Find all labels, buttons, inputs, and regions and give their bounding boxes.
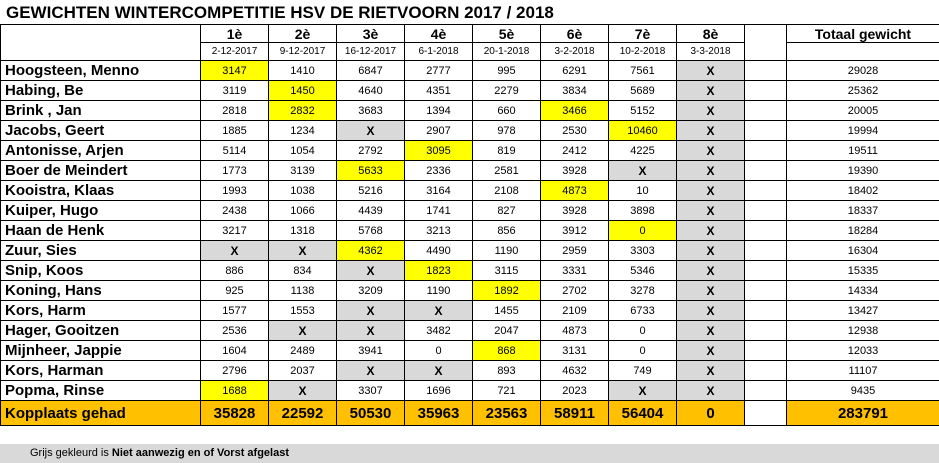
weight-cell: 2336 — [405, 161, 473, 181]
weight-cell: 1054 — [269, 141, 337, 161]
row-total: 19390 — [787, 161, 939, 181]
table-row — [1, 141, 939, 161]
weight-cell: 2047 — [473, 321, 541, 341]
weight-cell: 2818 — [201, 101, 269, 121]
row-total: 15335 — [787, 261, 939, 281]
weight-cell: 5346 — [609, 261, 677, 281]
weight-cell: 6291 — [541, 61, 609, 81]
weight-cell: 10460 — [609, 121, 677, 141]
participant-name: Boer de Meindert — [1, 161, 201, 181]
row-total: 14334 — [787, 281, 939, 301]
gap-cell — [745, 161, 787, 181]
round-label: 3è — [337, 25, 405, 43]
row-total: 18402 — [787, 181, 939, 201]
weight-cell: 5768 — [337, 221, 405, 241]
gap-cell — [745, 221, 787, 241]
weight-cell: 1410 — [269, 61, 337, 81]
weight-cell: X — [677, 361, 745, 381]
gap-cell — [745, 281, 787, 301]
weight-cell: X — [677, 181, 745, 201]
weight-cell: X — [677, 381, 745, 401]
weight-cell: 1688 — [201, 381, 269, 401]
weight-cell: 3115 — [473, 261, 541, 281]
header-gap-cell — [745, 25, 787, 43]
weight-cell: 2023 — [541, 381, 609, 401]
weight-cell: 2702 — [541, 281, 609, 301]
weight-cell: 2279 — [473, 81, 541, 101]
kopplaats-value: 22592 — [269, 401, 337, 426]
sheet-title: GEWICHTEN WINTERCOMPETITIE HSV DE RIETVOORN 2017 / 2018 — [6, 3, 554, 22]
round-label: 6è — [541, 25, 609, 43]
weight-cell: 1234 — [269, 121, 337, 141]
weight-cell: 3131 — [541, 341, 609, 361]
weight-cell: 3095 — [405, 141, 473, 161]
participant-name: Jacobs, Geert — [1, 121, 201, 141]
participant-name: Kooistra, Klaas — [1, 181, 201, 201]
weight-cell: X — [269, 241, 337, 261]
kopplaats-row — [1, 401, 939, 426]
table-row — [1, 181, 939, 201]
weight-cell: 2108 — [473, 181, 541, 201]
weight-cell: 856 — [473, 221, 541, 241]
row-total: 12938 — [787, 321, 939, 341]
weight-cell: X — [609, 161, 677, 181]
gap-cell — [745, 141, 787, 161]
weight-cell: 4490 — [405, 241, 473, 261]
weight-cell: 4439 — [337, 201, 405, 221]
gap-cell — [745, 381, 787, 401]
weight-cell: 4873 — [541, 181, 609, 201]
participant-name: Kors, Harman — [1, 361, 201, 381]
weight-cell: 6847 — [337, 61, 405, 81]
weight-cell: 2536 — [201, 321, 269, 341]
round-date: 20-1-2018 — [473, 43, 541, 61]
total-header: Totaal gewicht — [787, 25, 939, 43]
weight-cell: X — [677, 61, 745, 81]
weight-cell: 1138 — [269, 281, 337, 301]
weight-cell: X — [677, 321, 745, 341]
weight-cell: X — [609, 381, 677, 401]
weight-cell: 3213 — [405, 221, 473, 241]
legend-prefix: Grijs gekleurd is — [30, 447, 109, 459]
weight-cell: 6733 — [609, 301, 677, 321]
participant-name: Brink , Jan — [1, 101, 201, 121]
table-row — [1, 241, 939, 261]
weight-cell: X — [677, 81, 745, 101]
participant-name: Antonisse, Arjen — [1, 141, 201, 161]
round-date: 6-1-2018 — [405, 43, 473, 61]
row-total: 11107 — [787, 361, 939, 381]
weight-cell: X — [405, 301, 473, 321]
weight-cell: 3209 — [337, 281, 405, 301]
weight-cell: 3119 — [201, 81, 269, 101]
participant-name: Mijnheer, Jappie — [1, 341, 201, 361]
gap-cell — [745, 241, 787, 261]
weight-cell: 978 — [473, 121, 541, 141]
weight-cell: 1577 — [201, 301, 269, 321]
weight-cell: 0 — [609, 221, 677, 241]
participant-name: Habing, Be — [1, 81, 201, 101]
round-label: 7è — [609, 25, 677, 43]
weight-cell: 1993 — [201, 181, 269, 201]
weight-cell: X — [677, 281, 745, 301]
weight-cell: 4362 — [337, 241, 405, 261]
header-name-cell — [1, 25, 201, 43]
weight-cell: 1455 — [473, 301, 541, 321]
weight-cell: X — [677, 261, 745, 281]
legend-text — [30, 444, 289, 463]
weight-cell: 1696 — [405, 381, 473, 401]
weight-cell: 5152 — [609, 101, 677, 121]
participant-name: Kuiper, Hugo — [1, 201, 201, 221]
weight-cell: X — [677, 121, 745, 141]
weight-cell: 4640 — [337, 81, 405, 101]
legend — [0, 444, 939, 463]
weight-cell: 3139 — [269, 161, 337, 181]
kopplaats-label: Kopplaats gehad — [1, 401, 201, 426]
weight-cell: 3466 — [541, 101, 609, 121]
weight-cell: 995 — [473, 61, 541, 81]
weight-cell: 1885 — [201, 121, 269, 141]
weight-cell: 1190 — [473, 241, 541, 261]
weight-cell: 3147 — [201, 61, 269, 81]
weight-cell: 2796 — [201, 361, 269, 381]
round-date: 9-12-2017 — [269, 43, 337, 61]
weight-cell: 4873 — [541, 321, 609, 341]
participant-name: Haan de Henk — [1, 221, 201, 241]
weight-cell: X — [677, 201, 745, 221]
weight-cell: 3928 — [541, 201, 609, 221]
header-total-cell — [787, 43, 939, 61]
weight-cell: 3941 — [337, 341, 405, 361]
weight-cell: 0 — [609, 341, 677, 361]
gap-cell — [745, 401, 787, 426]
kopplaats-value: 56404 — [609, 401, 677, 426]
gap-cell — [745, 321, 787, 341]
weight-cell: 1394 — [405, 101, 473, 121]
weight-cell: 3164 — [405, 181, 473, 201]
weight-cell: 0 — [405, 341, 473, 361]
weight-cell: 5216 — [337, 181, 405, 201]
table-row — [1, 261, 939, 281]
weight-cell: X — [201, 241, 269, 261]
weight-cell: X — [677, 301, 745, 321]
gap-cell — [745, 201, 787, 221]
weight-cell: 925 — [201, 281, 269, 301]
participant-name: Hager, Gooitzen — [1, 321, 201, 341]
row-total: 29028 — [787, 61, 939, 81]
grand-total: 283791 — [787, 401, 939, 426]
weight-cell: 3898 — [609, 201, 677, 221]
weight-cell: 1038 — [269, 181, 337, 201]
weight-cell: 749 — [609, 361, 677, 381]
table-row — [1, 221, 939, 241]
weight-cell: 3331 — [541, 261, 609, 281]
weight-cell: 1066 — [269, 201, 337, 221]
table-row — [1, 301, 939, 321]
weight-cell: 1190 — [405, 281, 473, 301]
weight-cell: 5114 — [201, 141, 269, 161]
row-total: 19994 — [787, 121, 939, 141]
row-total: 16304 — [787, 241, 939, 261]
weight-cell: 2489 — [269, 341, 337, 361]
weight-cell: 2530 — [541, 121, 609, 141]
round-label: 4è — [405, 25, 473, 43]
weight-cell: 827 — [473, 201, 541, 221]
kopplaats-value: 35963 — [405, 401, 473, 426]
table-row — [1, 81, 939, 101]
participant-name: Zuur, Sies — [1, 241, 201, 261]
weight-cell: 7561 — [609, 61, 677, 81]
round-label: 5è — [473, 25, 541, 43]
row-total: 18337 — [787, 201, 939, 221]
weight-cell: 2959 — [541, 241, 609, 261]
participant-name: Snip, Koos — [1, 261, 201, 281]
weight-cell: 868 — [473, 341, 541, 361]
table-row — [1, 281, 939, 301]
weight-cell: 660 — [473, 101, 541, 121]
round-date: 3-3-2018 — [677, 43, 745, 61]
weight-cell: 819 — [473, 141, 541, 161]
gap-cell — [745, 261, 787, 281]
gap-cell — [745, 301, 787, 321]
weight-cell: X — [405, 361, 473, 381]
round-label: 2è — [269, 25, 337, 43]
gap-cell — [745, 61, 787, 81]
weight-cell: X — [677, 101, 745, 121]
table-row — [1, 201, 939, 221]
gap-cell — [745, 361, 787, 381]
gap-cell — [745, 181, 787, 201]
kopplaats-value: 23563 — [473, 401, 541, 426]
weight-cell: 3683 — [337, 101, 405, 121]
participant-name: Koning, Hans — [1, 281, 201, 301]
weight-cell: 1892 — [473, 281, 541, 301]
weight-cell: 2438 — [201, 201, 269, 221]
weight-cell: X — [677, 341, 745, 361]
weight-cell: 5689 — [609, 81, 677, 101]
round-label: 8è — [677, 25, 745, 43]
round-date: 10-2-2018 — [609, 43, 677, 61]
round-label: 1è — [201, 25, 269, 43]
header-name-cell — [1, 43, 201, 61]
table-row — [1, 341, 939, 361]
table-row — [1, 101, 939, 121]
weight-cell: 2792 — [337, 141, 405, 161]
weight-cell: 3834 — [541, 81, 609, 101]
legend-bold: Niet aanwezig en of Vorst afgelast — [111, 447, 289, 459]
kopplaats-value: 0 — [677, 401, 745, 426]
table-row — [1, 381, 939, 401]
participant-name: Popma, Rinse — [1, 381, 201, 401]
table-row — [1, 361, 939, 381]
row-total: 25362 — [787, 81, 939, 101]
header-row-dates — [1, 43, 939, 61]
weight-cell: 3278 — [609, 281, 677, 301]
weight-cell: 2109 — [541, 301, 609, 321]
weight-cell: X — [337, 361, 405, 381]
row-total: 12033 — [787, 341, 939, 361]
round-date: 16-12-2017 — [337, 43, 405, 61]
weight-cell: 1450 — [269, 81, 337, 101]
weight-cell: X — [337, 321, 405, 341]
weight-cell: 1741 — [405, 201, 473, 221]
weight-cell: 1318 — [269, 221, 337, 241]
table-row — [1, 121, 939, 141]
weight-cell: 893 — [473, 361, 541, 381]
row-total: 20005 — [787, 101, 939, 121]
weight-cell: 4351 — [405, 81, 473, 101]
weight-cell: 834 — [269, 261, 337, 281]
gap-cell — [745, 341, 787, 361]
weight-cell: 2832 — [269, 101, 337, 121]
weight-cell: X — [337, 121, 405, 141]
weight-cell: 3912 — [541, 221, 609, 241]
weight-cell: 3307 — [337, 381, 405, 401]
weight-cell: 5633 — [337, 161, 405, 181]
kopplaats-value: 50530 — [337, 401, 405, 426]
weight-cell: 1553 — [269, 301, 337, 321]
weight-cell: X — [337, 261, 405, 281]
weight-cell: X — [677, 161, 745, 181]
weight-cell: X — [677, 221, 745, 241]
weight-cell: 721 — [473, 381, 541, 401]
row-total: 18284 — [787, 221, 939, 241]
weight-cell: 3928 — [541, 161, 609, 181]
weight-cell: X — [269, 381, 337, 401]
weight-cell: 4632 — [541, 361, 609, 381]
weight-cell: 10 — [609, 181, 677, 201]
gap-cell — [745, 101, 787, 121]
row-total: 19511 — [787, 141, 939, 161]
weight-cell: X — [677, 141, 745, 161]
table-row — [1, 61, 939, 81]
weight-cell: X — [677, 241, 745, 261]
weight-cell: X — [337, 301, 405, 321]
weight-cell: 2777 — [405, 61, 473, 81]
weight-cell: 2412 — [541, 141, 609, 161]
participant-name: Kors, Harm — [1, 301, 201, 321]
row-total: 9435 — [787, 381, 939, 401]
gap-cell — [745, 121, 787, 141]
weight-cell: 2581 — [473, 161, 541, 181]
table-row — [1, 161, 939, 181]
kopplaats-value: 35828 — [201, 401, 269, 426]
header-gap-cell — [745, 43, 787, 61]
weight-cell: 0 — [609, 321, 677, 341]
row-total: 13427 — [787, 301, 939, 321]
weight-cell: 4225 — [609, 141, 677, 161]
weight-cell: 3482 — [405, 321, 473, 341]
participant-name: Hoogsteen, Menno — [1, 61, 201, 81]
weight-cell: 2037 — [269, 361, 337, 381]
weight-cell: 3303 — [609, 241, 677, 261]
round-date: 3-2-2018 — [541, 43, 609, 61]
round-date: 2-12-2017 — [201, 43, 269, 61]
weight-cell: 3217 — [201, 221, 269, 241]
table-row — [1, 321, 939, 341]
weight-cell: 886 — [201, 261, 269, 281]
results-table — [0, 24, 939, 426]
header-row-rounds — [1, 25, 939, 43]
weight-cell: X — [269, 321, 337, 341]
weight-cell: 1604 — [201, 341, 269, 361]
kopplaats-value: 58911 — [541, 401, 609, 426]
weight-cell: 1823 — [405, 261, 473, 281]
gap-cell — [745, 81, 787, 101]
weight-cell: 2907 — [405, 121, 473, 141]
weight-cell: 1773 — [201, 161, 269, 181]
